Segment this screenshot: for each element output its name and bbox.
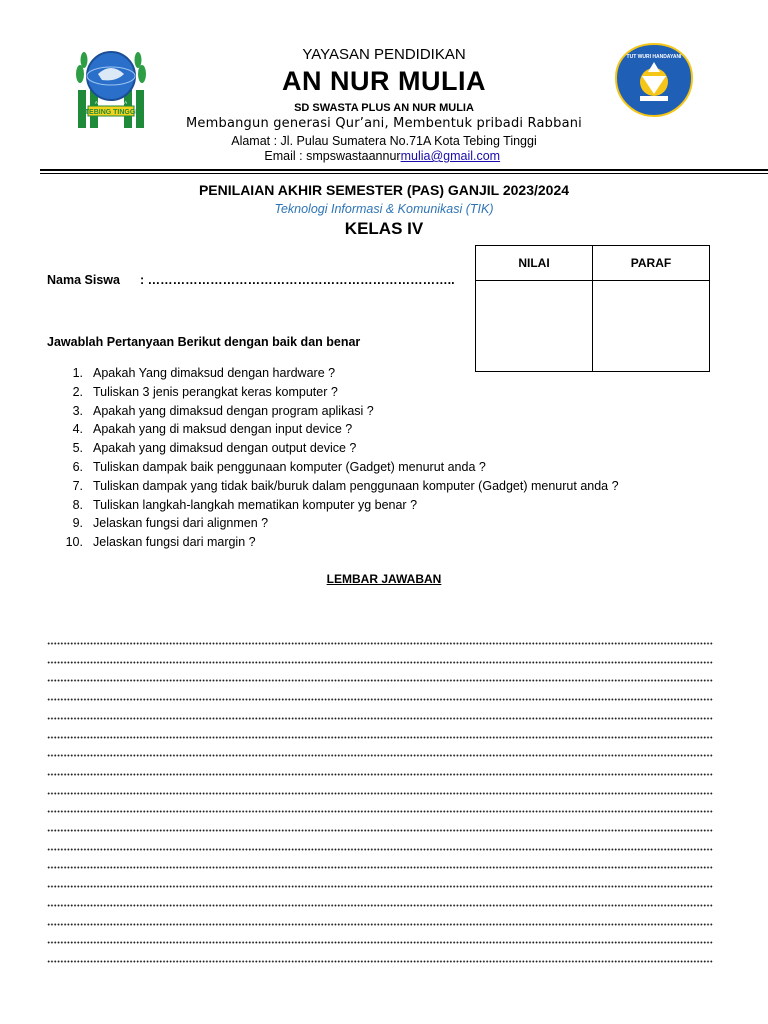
- question-number: 4.: [72, 422, 83, 437]
- logo-banner-text: TEBING TINGGI: [84, 109, 138, 116]
- student-name-blank[interactable]: : ………………………………………………………………..: [140, 273, 455, 287]
- header-divider-thin: [40, 173, 768, 174]
- question-text: Tuliskan langkah-langkah mematikan komputer yg benar ?: [93, 497, 418, 512]
- question-text: Tuliskan dampak baik penggunaan komputer (Gadget) menurut anda ?: [93, 459, 486, 474]
- answer-line[interactable]: [47, 904, 713, 907]
- question-item: [47, 477, 619, 496]
- answer-line[interactable]: [47, 960, 713, 963]
- question-item: [47, 533, 619, 552]
- question-number: 1.: [72, 366, 83, 380]
- school-email: [0, 149, 768, 163]
- question-item: [47, 364, 619, 383]
- exam-subject: Teknologi Informasi & Komunikasi (TIK): [274, 202, 494, 216]
- answer-line[interactable]: [47, 792, 713, 795]
- score-table: [475, 245, 710, 372]
- answer-line[interactable]: [47, 885, 713, 888]
- question-item: [47, 402, 619, 421]
- email-link[interactable]: mulia@gmail.com: [400, 149, 501, 163]
- question-item: [47, 496, 619, 515]
- answer-line[interactable]: [47, 698, 713, 701]
- signature-header: PARAF: [593, 246, 710, 281]
- answer-sheet-title: LEMBAR JAWABAN: [326, 572, 442, 586]
- answer-line[interactable]: [47, 866, 713, 869]
- question-number: 3.: [72, 403, 83, 418]
- logo-motto-text: TUT WURI HANDAYANI: [626, 54, 682, 60]
- header-divider-thick: [40, 169, 768, 171]
- foundation-name: YAYASAN PENDIDIKAN: [302, 46, 466, 63]
- institution-name: AN NUR MULIA: [282, 66, 486, 96]
- question-text: Jelaskan fungsi dari alignmen ?: [93, 516, 269, 531]
- score-cell[interactable]: [476, 281, 593, 372]
- question-text: Jelaskan fungsi dari margin ?: [93, 535, 256, 550]
- question-item: [47, 514, 619, 533]
- answer-line[interactable]: [47, 679, 713, 682]
- answer-line[interactable]: [47, 923, 713, 926]
- question-item: [47, 383, 619, 402]
- signature-cell[interactable]: [593, 281, 710, 372]
- question-number: 9.: [72, 516, 83, 531]
- answer-line[interactable]: [47, 848, 713, 851]
- school-address: Alamat : Jl. Pulau Sumatera No.71A Kota Tebing Tinggi: [231, 134, 537, 148]
- question-item: [47, 458, 619, 477]
- question-number: 2.: [72, 384, 83, 399]
- logo-name-text: AN NUR MULIA: [94, 100, 128, 105]
- question-number: 10.: [65, 535, 83, 550]
- question-text: Apakah Yang dimaksud dengan hardware ?: [93, 366, 336, 380]
- answer-line[interactable]: [47, 810, 713, 813]
- question-number: 6.: [72, 459, 83, 474]
- answer-line[interactable]: [47, 754, 713, 757]
- school-name: SD SWASTA PLUS AN NUR MULIA: [294, 102, 474, 114]
- question-list: [47, 364, 619, 552]
- answer-line[interactable]: [47, 717, 713, 720]
- exam-title: PENILAIAN AKHIR SEMESTER (PAS) GANJIL 2023/2024: [198, 182, 570, 198]
- exam-class: KELAS IV: [344, 219, 424, 238]
- answer-line[interactable]: [47, 829, 713, 832]
- answer-line[interactable]: [47, 642, 713, 645]
- score-header: NILAI: [476, 246, 593, 281]
- answer-line[interactable]: [47, 736, 713, 739]
- question-text: Apakah yang di maksud dengan input device ?: [93, 422, 353, 437]
- question-item: [47, 420, 619, 439]
- question-number: 8.: [72, 497, 83, 512]
- student-name-label: Nama Siswa: [47, 273, 120, 287]
- answer-line[interactable]: [47, 773, 713, 776]
- question-item: [47, 439, 619, 458]
- question-text: Apakah yang dimaksud dengan program aplikasi ?: [93, 403, 374, 418]
- school-motto: Membangun generasi Qur’ani, Membentuk pribadi Rabbani: [186, 116, 582, 131]
- answer-line[interactable]: [47, 661, 713, 664]
- question-text: Apakah yang dimaksud dengan output device ?: [93, 441, 357, 456]
- instruction-text: Jawablah Pertanyaan Berikut dengan baik dan benar: [47, 335, 361, 349]
- question-number: 5.: [72, 441, 83, 456]
- question-number: 7.: [72, 478, 83, 493]
- question-text: Tuliskan 3 jenis perangkat keras komputer ?: [93, 384, 338, 399]
- email-label: Email : smpswastaannur: [264, 149, 401, 163]
- answer-line[interactable]: [47, 941, 713, 944]
- question-text: Tuliskan dampak yang tidak baik/buruk dalam penggunaan komputer (Gadget) menurut anda ?: [93, 478, 619, 493]
